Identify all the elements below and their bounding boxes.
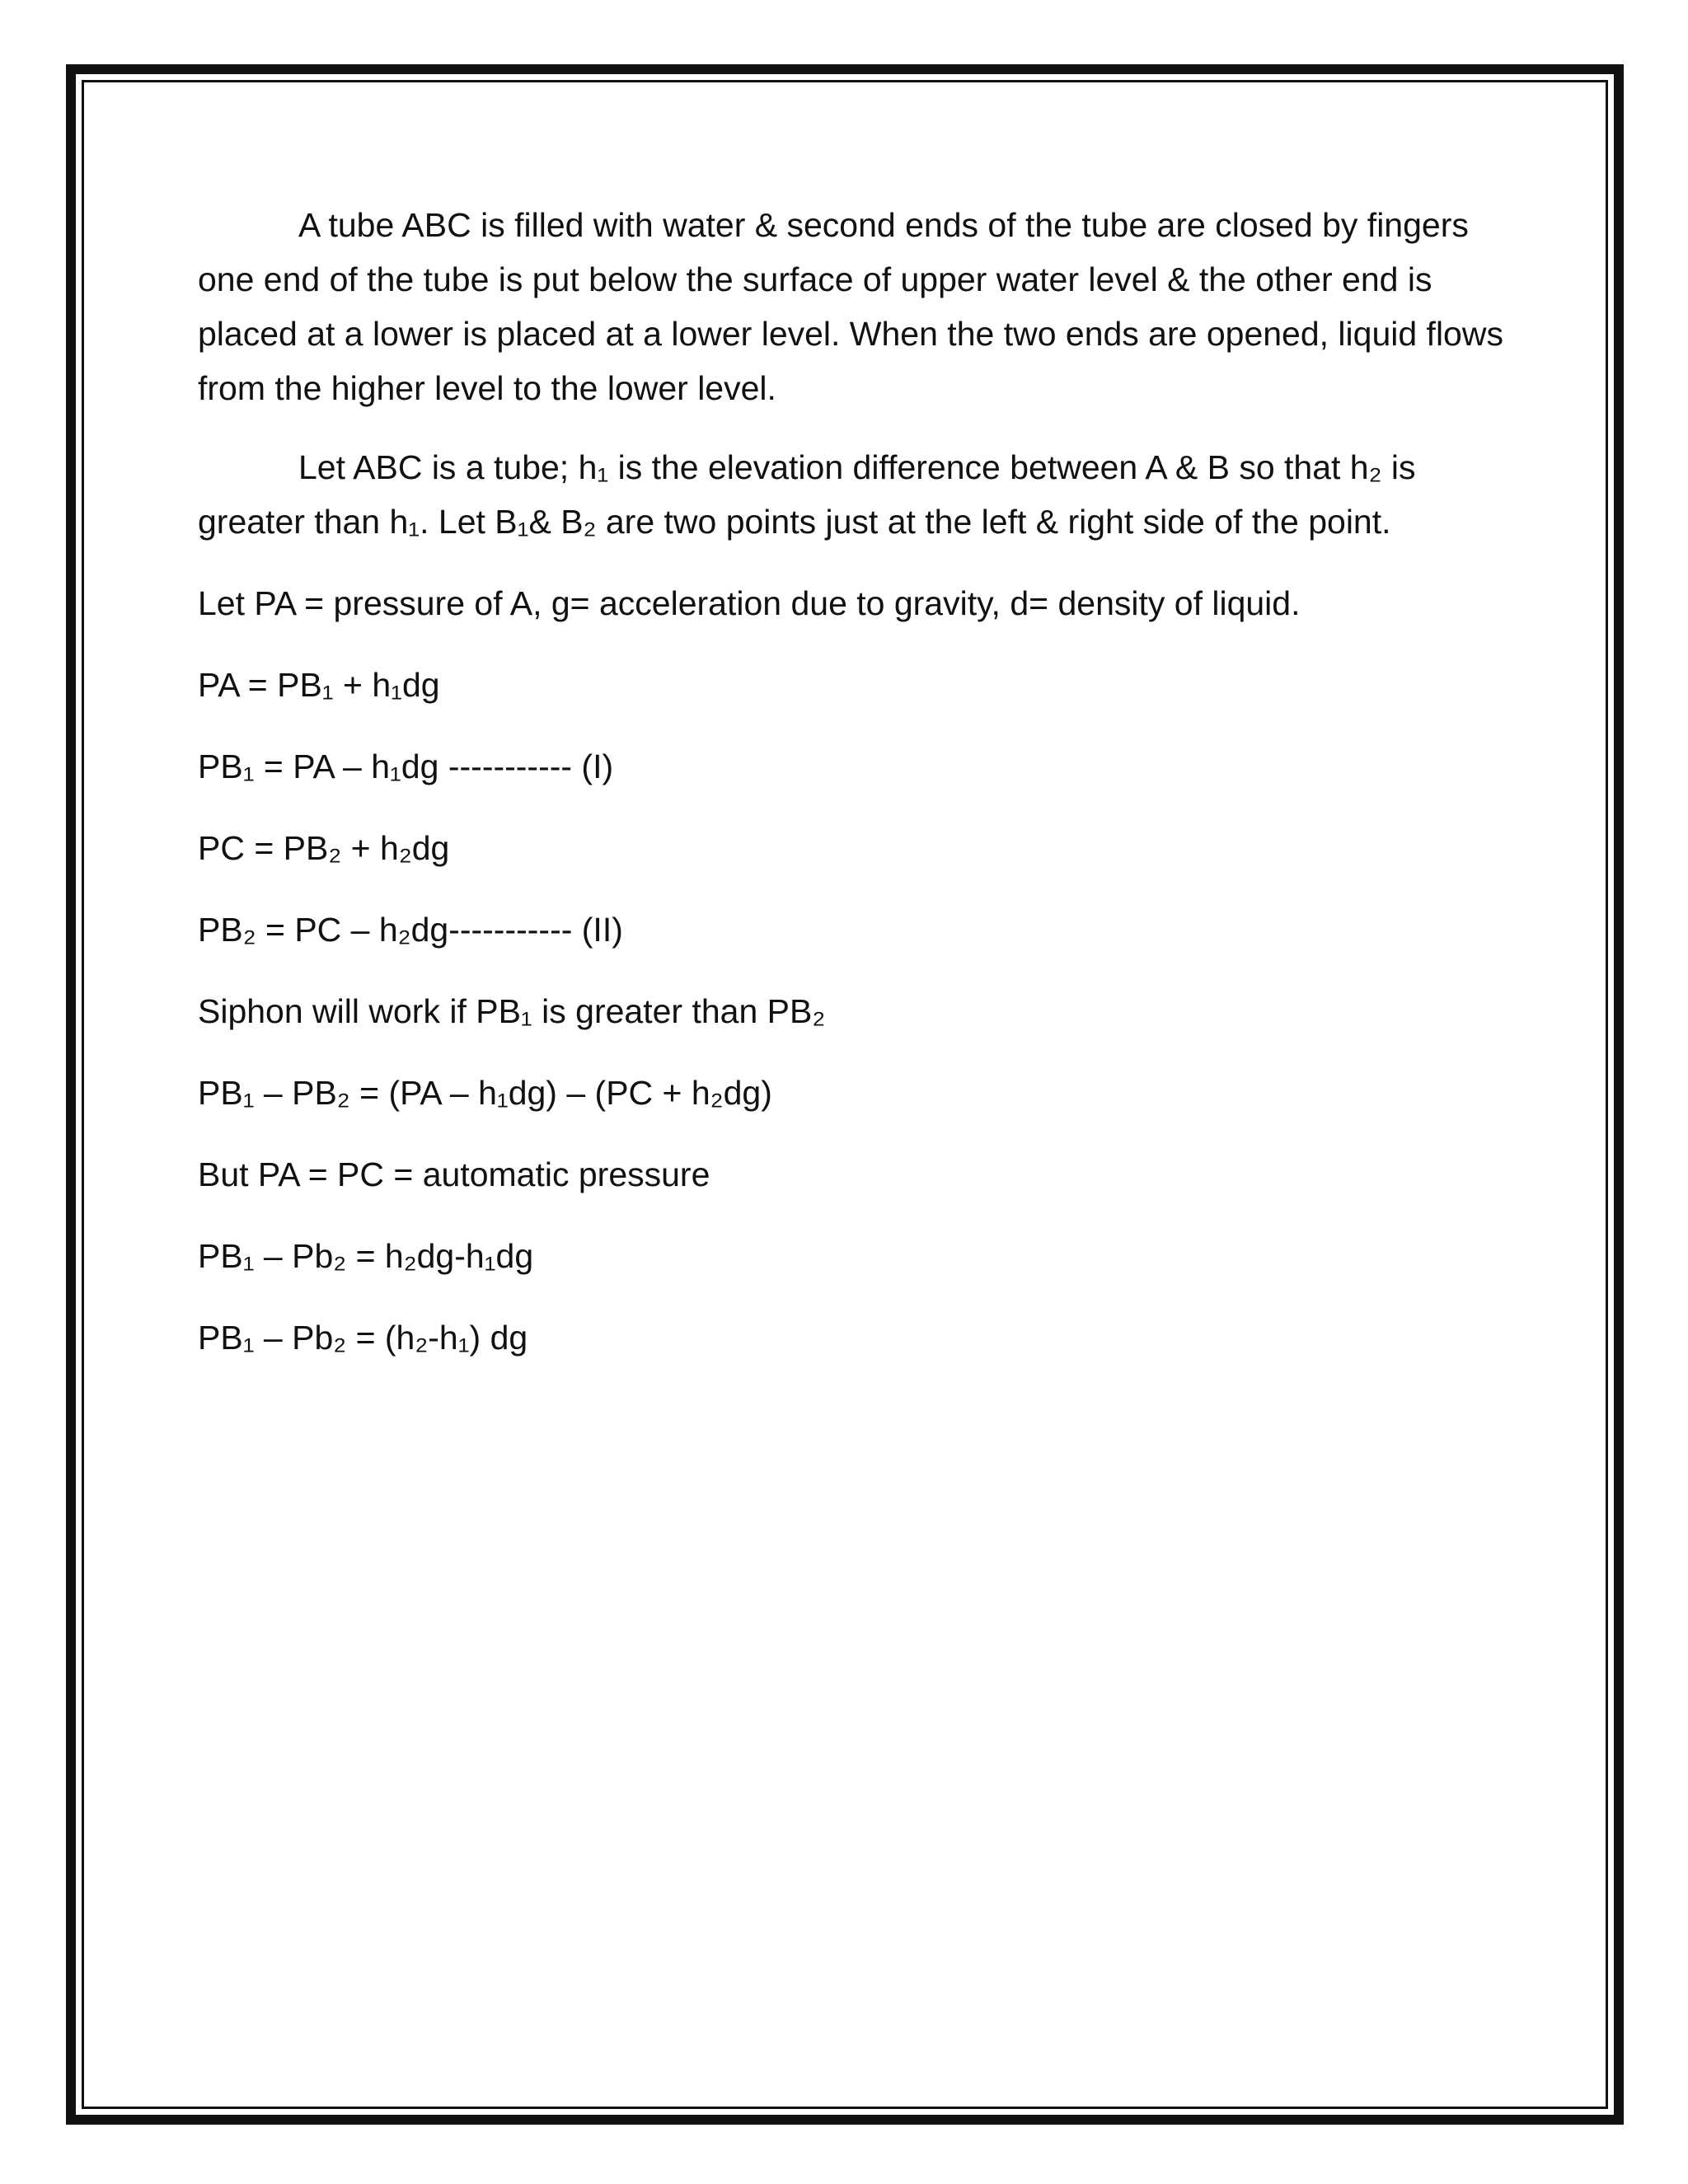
pressure-equality: But PA = PC = automatic pressure	[198, 1155, 710, 1193]
equation-pb1: PB₁ = PA – h₁dg ----------- (I)	[198, 748, 614, 785]
document-body	[198, 198, 1508, 1365]
equation-difference: PB₁ – PB₂ = (PA – h₁dg) – (PC + h₂dg)	[198, 1074, 772, 1112]
equation-result-2: PB₁ – Pb₂ = (h₂-h₁) dg	[198, 1319, 528, 1357]
siphon-condition: Siphon will work if PB₁ is greater than PB₂	[198, 992, 826, 1030]
equation-pb2: PB₂ = PC – h₂dg----------- (II)	[198, 911, 623, 949]
paragraph-tube-setup: Let ABC is a tube; h₁ is the elevation difference between A & B so that h₂ is greater than h₁. Let B₁& B₂ are two points just at the left & right side of the point.	[198, 448, 1416, 541]
equation-pc: PC = PB₂ + h₂dg	[198, 829, 450, 867]
paragraph-siphon-description: A tube ABC is filled with water & second ends of the tube are closed by fingers one end of the tube is put below the surface of upper water level & the other end is placed at a lower is placed at a lower level. When the two ends are opened, liquid flows from the higher level to the lower level.	[198, 206, 1503, 407]
definitions-line: Let PA = pressure of A, g= acceleration due to gravity, d= density of liquid.	[198, 584, 1301, 622]
equation-result-1: PB₁ – Pb₂ = h₂dg-h₁dg	[198, 1237, 534, 1275]
equation-pa: PA = PB₁ + h₁dg	[198, 666, 440, 704]
